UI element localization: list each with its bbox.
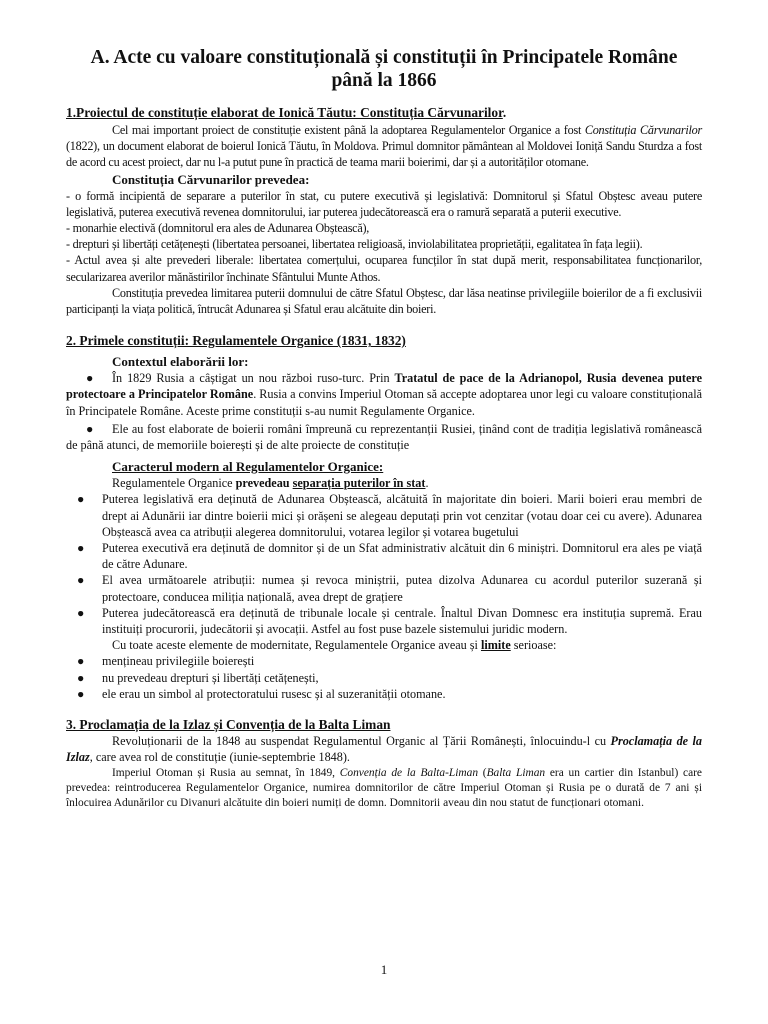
section-1-line: - Actul avea și alte prevederi liberale: libertatea comerțului, ocuparea funcților în stat după merit, responsabilitatea funcționarilor, secularizarea averilor mănăstirilor închinate Sfântului Munte Athos. — [66, 253, 702, 284]
section-1-line: - monarhie electivă (domnitorul era ales de Adunarea Obștească), — [66, 221, 370, 236]
list-item: ● Puterea legislativă era deținută de Adunarea Obștească, alcătuită în majoritate din boieri. Marii boieri erau membri de drept ai Adunării iar dintre boierii mici și orășeni se alegeau deputați prin vot cenzitar (votau doar cei cu avere). Adunarea Obștească avea ca atribuții alegerea domnitorului, votarea legilor și votarea bugetului — [77, 492, 702, 539]
bullet-icon: ● — [77, 573, 85, 588]
list-item: ● Puterea executivă era deținută de domnitor și de un Sfat administrativ alcătuit din 6 miniștri. Domnitorul era ales pe viață de către Adunare. — [77, 541, 702, 572]
section-1-final-paragraph: Constituția prevedea limitarea puterii domnului de către Sfatul Obștesc, dar lăsa neatinse privilegiile boierilor de a fi exclusivii participanți la viața politică, întrucât Adunarea și Sfatul erau alcătuite din boieri. — [66, 285, 702, 317]
section-1-subheading: Constituția Cărvunarilor prevedea: — [112, 171, 310, 187]
section-3-heading: 3. Proclamația de la Izlaz și Convenția de la Balta Liman — [66, 717, 391, 733]
title-line-1: A. Acte cu valoare constituțională și constituții în Principatele Române — [90, 47, 678, 68]
bullet-icon: ● — [77, 670, 85, 685]
list-item: ● În 1829 Rusia a câștigat un nou război ruso-turc. Prin Tratatul de pace de la Adrianopol, Rusia devenea putere protectoare a Principatelor Române. Rusia a convins Imperiul Otoman să accepte adoptarea unor legi cu valoare constituțională în Principatele Române. Aceste prime constituții s-au numit Regulamente Organice. — [66, 371, 702, 418]
modern-list — [66, 491, 702, 637]
context-heading: Contextul elaborării lor: — [112, 354, 249, 370]
bullet-icon: ● — [86, 371, 94, 386]
section-2-heading: 2. Primele constituții: Regulamentele Organice (1831, 1832) — [66, 333, 406, 349]
section-1-heading: 1.Proiectul de constituție elaborat de Ionică Tăutu: Constituția Cărvunarilor. — [66, 105, 507, 120]
section-1-paragraph: Cel mai important proiect de constituție existent până la adoptarea Regulamentelor Organice a fost Constituția Cărvunarilor (1822), un document elaborat de boierul Ionică Tăutu, în Moldova. Primul domnitor pământean al Moldovei Ioniță Sandu Sturdza a fost de acord cu acest proiect, dar nu l-a putut pune în practică de teama marii boierimi, dar și a autorităților otomane. — [66, 123, 703, 170]
list-item: ● Ele au fost elaborate de boierii români împreună cu reprezentanții Rusiei, ținând cont de tradiția legislativă românească de până atunci, de memoriile boierești și de alte proiecte de constituție — [66, 421, 702, 453]
bullet-icon: ● — [86, 421, 94, 436]
section-3-paragraph-2: Imperiul Otoman și Rusia au semnat, în 1849, Convenția de la Balta-Liman (Balta Liman era un cartier din Istanbul) care prevedea: reintroducerea Regulamentelor Organice, numirea domnitorilor de către Imperiul Otoman și Rusia pe o durată de 7 ani și înlocuirea Adunărilor cu Divanuri alcătuite din boieri numiți de domn. Domnitorii aveau din nou statut de funcționari otomani. — [66, 766, 702, 809]
list-item: ● El avea următoarele atribuții: numea și revoca miniștrii, putea dizolva Adunarea cu acordul puterilor suzerană și protectoare, conducea miliția națională, avea drept de grațiere — [77, 573, 702, 604]
section-1-line: - o formă incipientă de separare a puterilor în stat, cu putere executivă și legislativă: Domnitorul și Sfatul Obștesc aveau putere legislativă, puterea executivă revenea domnitorului, iar puterea judecătorească era o ramură separată a puterii executive. — [66, 188, 702, 219]
section-1-line: - drepturi și libertăți cetățenești (libertatea persoanei, libertatea religioasă, inviolabilitatea proprietății, egalitatea în fața legii). — [66, 237, 643, 252]
bullet-icon: ● — [77, 654, 85, 669]
list-item: ● ele erau un simbol al protectoratului rusesc și al suzeranității otomane. — [77, 686, 446, 701]
limits-intro: Cu toate aceste elemente de modernitate, Regulamentele Organice aveau și limite serioase: — [112, 638, 557, 653]
context-list — [66, 370, 702, 453]
modern-heading: Caracterul modern al Regulamentelor Organice: — [112, 459, 384, 475]
section-3-paragraph: Revoluționarii de la 1848 au suspendat Regulamentul Organic al Țării Românești, înlocuindu-l cu Proclamația de la Izlaz, care avea rol de constituție (iunie-septembrie 1848). — [66, 734, 702, 765]
list-item: ● mențineau privilegiile boierești — [77, 654, 255, 669]
page-title — [66, 46, 702, 92]
list-item: ● nu prevedeau drepturi și libertăți cetățenești, — [77, 670, 319, 685]
bullet-icon: ● — [77, 541, 85, 556]
document-page — [66, 0, 702, 811]
limits-list — [66, 653, 702, 702]
title-line-2: până la 1866 — [331, 70, 437, 91]
list-item: ● Puterea judecătorească era deținută de tribunale locale și centrale. Înaltul Divan Domnesc era instituția supremă. Erau instituiți procurorii, judecătorii și avocații. Astfel au fost puse bazele sistemului juridic modern. — [77, 605, 702, 637]
page-number: 1 — [380, 962, 388, 977]
bullet-icon: ● — [77, 492, 85, 507]
bullet-icon: ● — [77, 686, 85, 701]
modern-intro: Regulamentele Organice prevedeau separația puterilor în stat. — [112, 476, 429, 491]
bullet-icon: ● — [77, 605, 85, 620]
